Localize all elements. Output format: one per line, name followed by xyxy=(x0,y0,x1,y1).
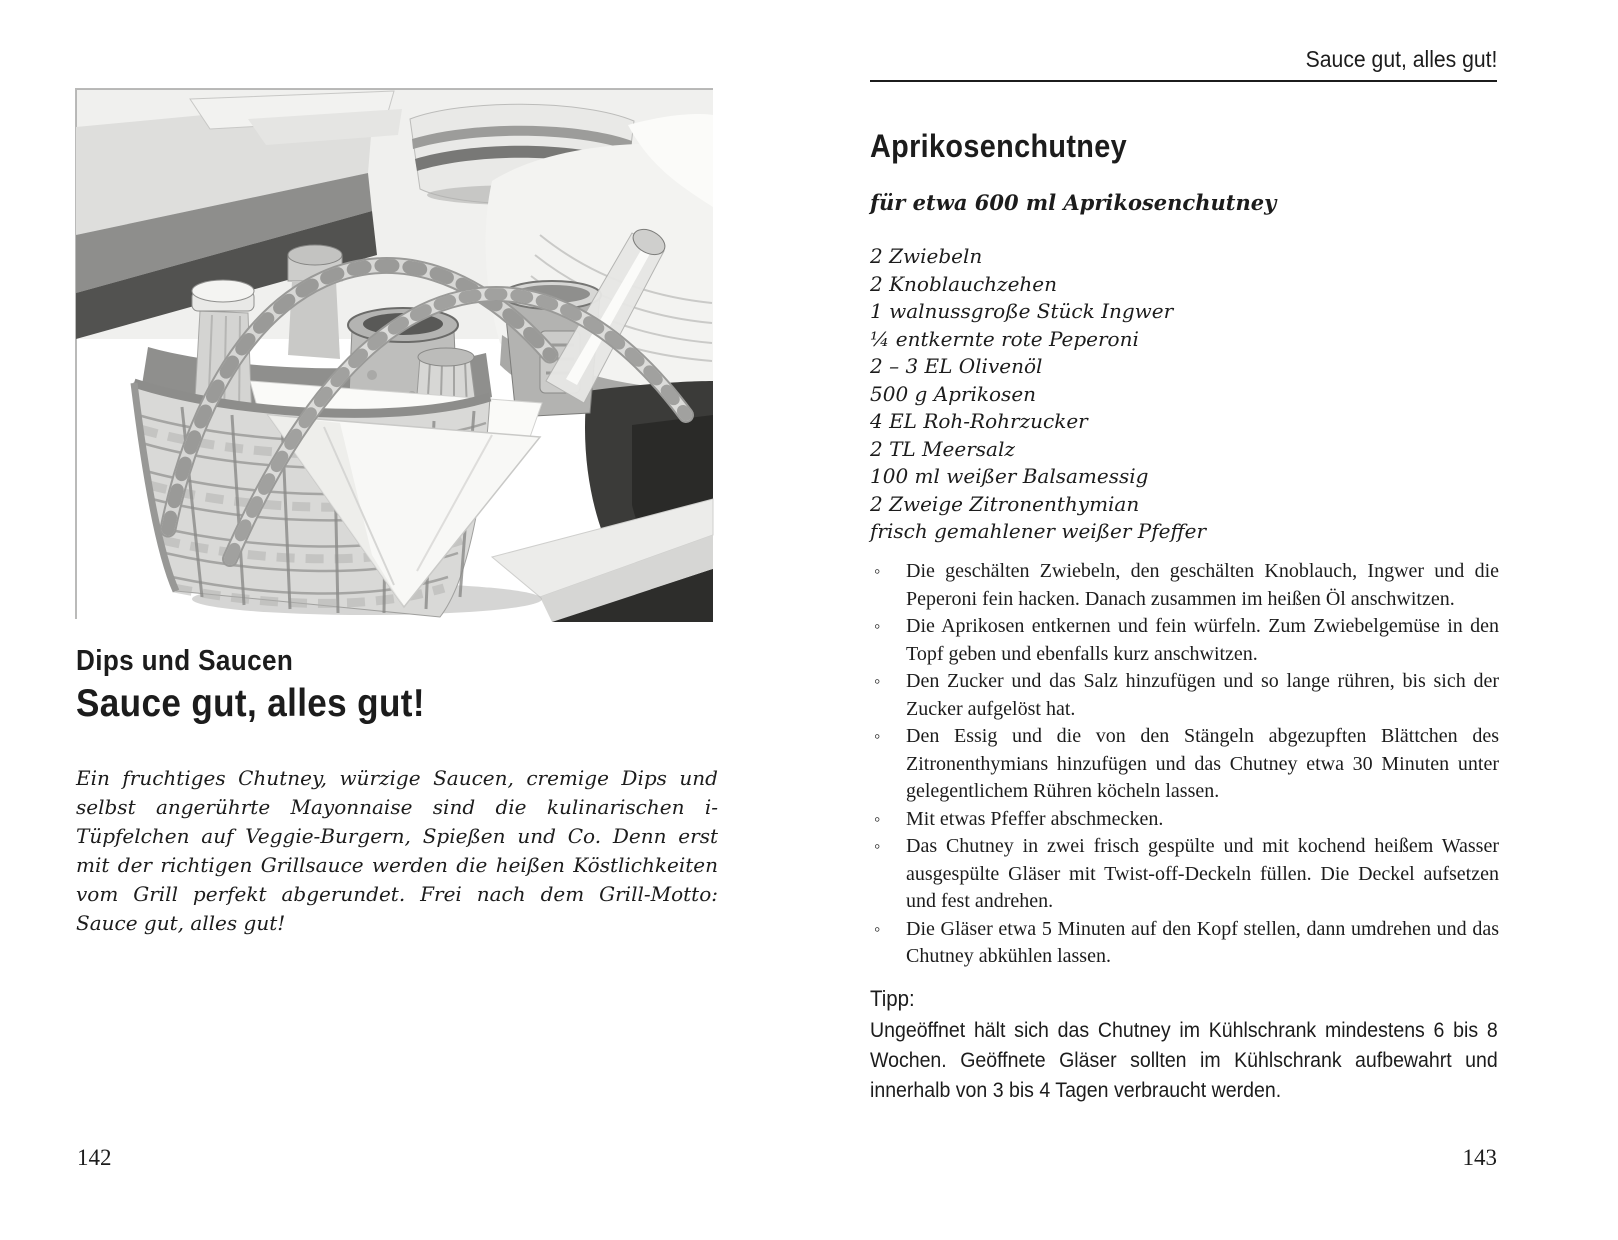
recipe-step xyxy=(870,833,1499,916)
bullet-icon: ◦ xyxy=(874,836,881,856)
kicker-text: Dips und Saucen xyxy=(76,645,294,677)
watercolor-basket-icon xyxy=(72,85,717,625)
page-number-left: 142 xyxy=(77,1145,112,1170)
recipe-yield: für etwa 600 ml Aprikosenchutney xyxy=(870,190,1277,215)
recipe-step xyxy=(870,806,1499,834)
ingredient-line: 2 Zweige Zitronenthymian xyxy=(870,491,1140,516)
running-head-text: Sauce gut, alles gut! xyxy=(1305,46,1497,72)
chapter-title xyxy=(76,682,464,726)
recipe-step-text: Die Aprikosen entkernen und fein würfeln. Zum Zwiebelgemüse in den Topf geben und ebenfalls kurz anschwitzen. xyxy=(906,615,1499,665)
ingredient-list xyxy=(870,243,1206,546)
bullet-icon: ◦ xyxy=(874,561,881,581)
bullet-icon: ◦ xyxy=(874,616,881,636)
running-head xyxy=(870,46,1497,73)
recipe-step xyxy=(870,613,1499,668)
ingredient-line: 100 ml weißer Balsamessig xyxy=(870,464,1149,488)
recipe-step-list xyxy=(870,558,1499,971)
chapter-intro-paragraph: Ein fruchtiges Chutney, würzige Saucen, cremige Dips und selbst angerührte Mayonnaise sind die kulinarischen i-Tüpfelchen auf Veggie-Burgern, Spießen und Co. Denn erst mit der richtigen Grillsauce werden die heißen Köstlichkeiten vom Grill perfekt abgerundet. Frei nach dem Grill-Motto: Sauce gut, alles gut! xyxy=(76,766,718,935)
tip-text xyxy=(870,1016,1497,1106)
recipe-step xyxy=(870,916,1499,971)
tip-label xyxy=(870,986,918,1012)
page-number-right: 143 xyxy=(1462,1145,1497,1170)
recipe-step xyxy=(870,558,1499,613)
recipe-step-text: Den Zucker und das Salz hinzufügen und so lange rühren, bis sich der Zucker aufgelöst hat. xyxy=(906,670,1499,720)
ingredient-line: 2 TL Meersalz xyxy=(870,436,1015,461)
recipe-step-text: Die Gläser etwa 5 Minuten auf den Kopf stellen, dann umdrehen und das Chutney abkühlen lassen. xyxy=(906,917,1499,967)
recipe-step-text: Den Essig und die von den Stängeln abgezupften Blättchen des Zitronenthymians hinzufügen und das Chutney etwa 30 Minuten unter gelegentlichem Rühren köcheln lassen. xyxy=(906,725,1499,802)
ingredient-line: 2 Zwiebeln xyxy=(870,244,983,268)
bullet-icon: ◦ xyxy=(874,726,881,746)
ingredient-line: 1 walnussgroße Stück Ingwer xyxy=(870,299,1174,323)
ingredient-line: 2 – 3 EL Olivenöl xyxy=(870,354,1043,378)
tip-text-body: Ungeöffnet hält sich das Chutney im Kühlschrank mindestens 6 bis 8 Wochen. Geöffnete Gläser sollten im Kühlschrank aufbewahrt und innerhalb von 3 bis 4 Tagen verbraucht werden. xyxy=(870,1019,1498,1102)
tip-label-text: Tipp: xyxy=(870,986,915,1011)
bullet-icon: ◦ xyxy=(874,918,881,939)
basket-still-life-illustration xyxy=(72,85,717,625)
ingredient-line: frisch gemahlener weißer Pfeffer xyxy=(870,519,1207,543)
bullet-icon: ◦ xyxy=(874,671,881,691)
recipe-step-text: Die geschälten Zwiebeln, den geschälten Knoblauch, Ingwer und die Peperoni fein hacken. Danach zusammen im heißen Öl anschwitzen. xyxy=(906,560,1499,610)
recipe-step-text: Das Chutney in zwei frisch gespülte und mit kochend heißem Wasser ausgespülte Gläser mit Twist-off-Deckeln füllen. Die Deckel aufsetzen und fest andrehen. xyxy=(906,835,1499,912)
ingredient-line: 2 Knoblauchzehen xyxy=(870,271,1058,296)
recipe-title xyxy=(870,128,1156,165)
bullet-icon: ◦ xyxy=(874,808,881,829)
recipe-step xyxy=(870,723,1499,806)
ingredient-line: 500 g Aprikosen xyxy=(870,381,1037,406)
chapter-title-text: Sauce gut, alles gut! xyxy=(76,682,425,725)
header-rule xyxy=(870,80,1497,82)
recipe-step-text: Mit etwas Pfeffer abschmecken. xyxy=(906,807,1164,830)
recipe-step xyxy=(870,668,1499,723)
section-kicker xyxy=(76,645,317,678)
recipe-title-text: Aprikosenchutney xyxy=(870,128,1128,164)
ingredient-line: 4 EL Roh-Rohrzucker xyxy=(870,409,1088,433)
ingredient-line: ¼ entkernte rote Peperoni xyxy=(870,326,1139,351)
